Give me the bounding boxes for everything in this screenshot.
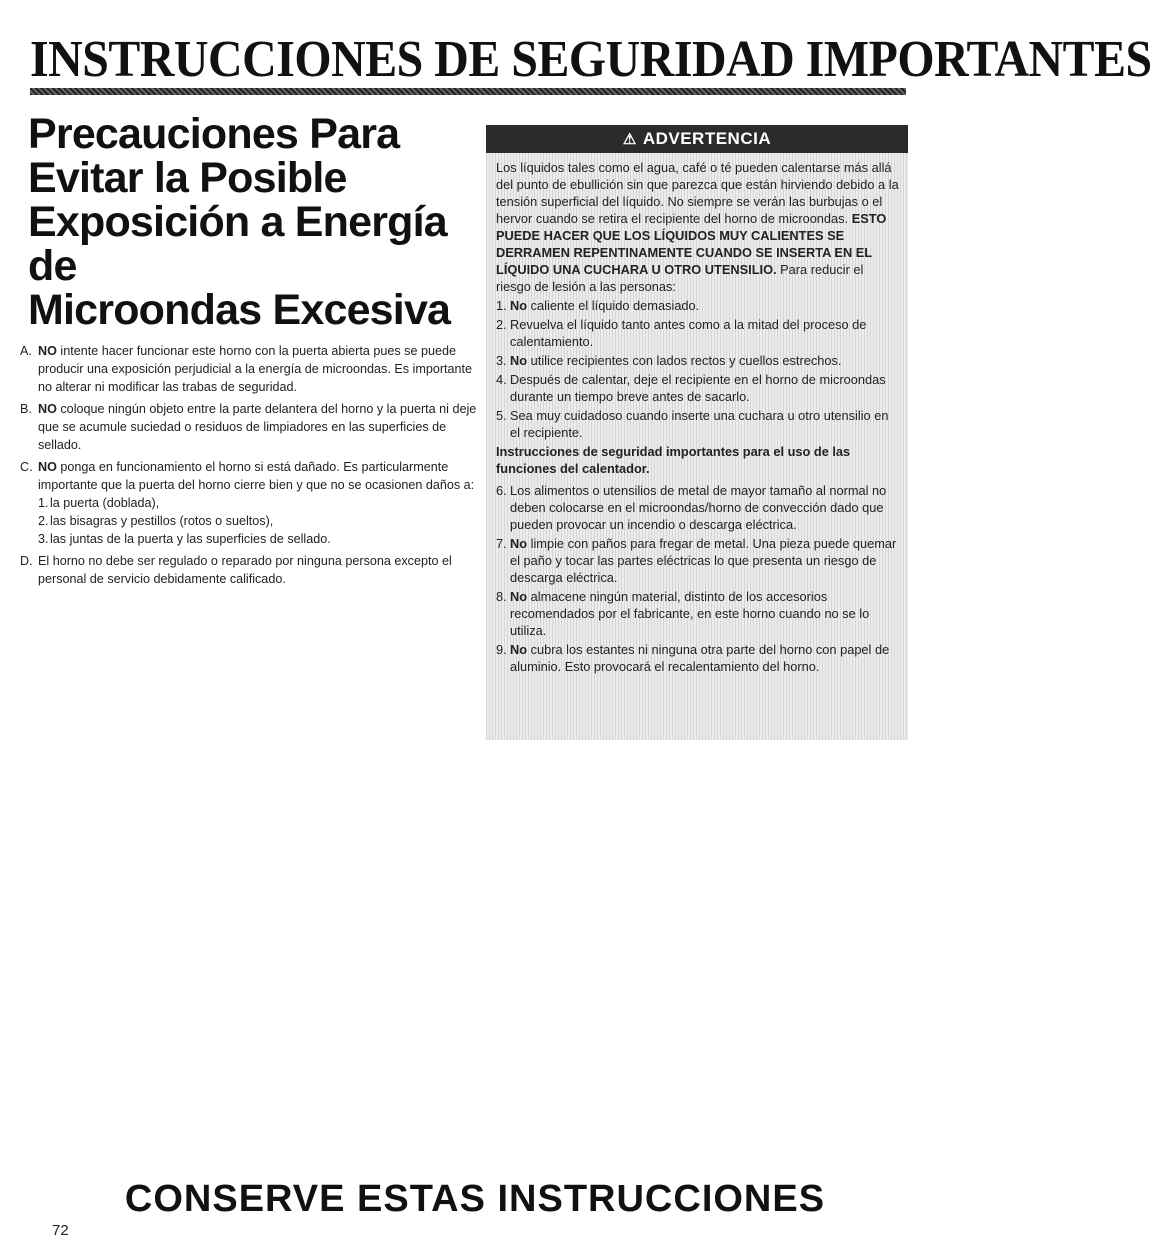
warning-list-item	[496, 588, 900, 639]
warning-header	[486, 125, 908, 153]
list-text: almacene ningún material, distinto de los accesorios recomendados por el fabricante, en este horno cuando no se lo utiliza.	[510, 589, 870, 638]
list-text: cubra los estantes ni ninguna otra parte del horno con papel de aluminio. Esto provocará el recalentamiento del horno.	[510, 642, 890, 674]
list-number: 4.	[496, 372, 507, 387]
list-number: 5.	[496, 408, 507, 423]
item-emphasis: NO	[38, 402, 57, 416]
warning-box	[486, 125, 908, 740]
warning-list-item	[496, 407, 900, 441]
damage-sublist	[38, 494, 480, 548]
section-title-line: Microondas Excesiva	[28, 286, 451, 334]
list-number: 8.	[496, 589, 507, 604]
list-emphasis: No	[510, 536, 528, 551]
item-letter: C.	[20, 460, 33, 474]
page-number: 72	[52, 1222, 69, 1239]
section-title	[28, 112, 480, 332]
list-text: Sea muy cuidadoso cuando inserte una cuchara u otro utensilio en el recipiente.	[510, 408, 889, 440]
warning-intro-text: Los líquidos tales como el agua, café o té pueden calentarse más allá del punto de ebullición sin que parezca que están hirviendo debido a la tensión superficial del líquido. No siempre se verán las burbujas o el hervor cuando se retira el recipiente del horno de microondas.	[496, 160, 899, 226]
warning-list-liquids	[496, 297, 900, 441]
sublist-text: las bisagras y pestillos (rotos o sueltos),	[50, 514, 274, 528]
list-text: Revuelva el líquido tanto antes como a la mitad del proceso de calentamiento.	[510, 317, 867, 349]
warning-list-item	[496, 482, 900, 533]
list-text: caliente el líquido demasiado.	[527, 298, 700, 313]
warning-list-item	[496, 297, 900, 314]
item-letter: D.	[20, 554, 33, 568]
sublist-number: 2.	[38, 514, 49, 528]
precaution-item-d	[20, 552, 480, 588]
sublist-number: 3.	[38, 532, 49, 546]
item-text: coloque ningún objeto entre la parte delantera del horno y la puerta ni deje que se acumule suciedad o residuos de limpiadores en las superficies de sellado.	[38, 402, 477, 452]
section-title-line: Evitar la Posible	[28, 154, 347, 202]
item-letter: A.	[20, 344, 32, 358]
warning-triangle-icon: ⚠	[622, 131, 637, 148]
warning-list-item	[496, 641, 900, 675]
warning-subheading: Instrucciones de seguridad importantes para el uso de las funciones del calentador.	[496, 444, 851, 476]
warning-body	[486, 153, 908, 675]
list-number: 3.	[496, 353, 507, 368]
list-text: Después de calentar, deje el recipiente en el horno de microondas durante un tiempo breve antes de sacarlo.	[510, 372, 886, 404]
list-emphasis: No	[510, 589, 528, 604]
footer-title: CONSERVE ESTAS INSTRUCCIONES	[124, 1178, 826, 1220]
warning-intro	[496, 159, 900, 295]
precaution-item-c	[20, 458, 480, 548]
sublist-text: la puerta (doblada),	[50, 496, 160, 510]
warning-list-item	[496, 352, 900, 369]
warning-list-heater	[496, 482, 900, 675]
item-letter: B.	[20, 402, 32, 416]
section-title-line: Precauciones Para	[28, 110, 400, 158]
list-number: 9.	[496, 642, 507, 657]
item-text: El horno no debe ser regulado o reparado por ninguna persona excepto el personal de servicio debidamente calificado.	[38, 554, 452, 586]
sublist-item	[38, 494, 480, 512]
precautions-section	[20, 112, 480, 592]
precaution-item-b	[20, 400, 480, 454]
list-number: 7.	[496, 536, 507, 551]
warning-list-item	[496, 371, 900, 405]
list-text: Los alimentos o utensilios de metal de mayor tamaño al normal no deben colocarse en el microondas/horno de convección dado que pueden provocar un incendio o descarga eléctrica.	[510, 483, 887, 532]
header-rule	[30, 88, 906, 95]
list-text: utilice recipientes con lados rectos y cuellos estrechos.	[527, 353, 842, 368]
list-number: 1.	[496, 298, 507, 313]
sublist-item	[38, 512, 480, 530]
warning-list-item	[496, 316, 900, 350]
sublist-item	[38, 530, 480, 548]
item-text: ponga en funcionamiento el horno si está dañado. Es particularmente importante que la puerta del horno cierre bien y que no se ocasionen daños a:	[38, 460, 475, 492]
warning-list-item	[496, 535, 900, 586]
warning-header-label: ADVERTENCIA	[642, 129, 772, 148]
list-emphasis: No	[510, 298, 528, 313]
list-emphasis: No	[510, 642, 528, 657]
list-emphasis: No	[510, 353, 528, 368]
sublist-text: las juntas de la puerta y las superficies de sellado.	[50, 532, 331, 546]
list-number: 2.	[496, 317, 507, 332]
warning-caps-text: ESTO PUEDE HACER QUE LOS LÍQUIDOS MUY CALIENTES SE DERRAMEN REPENTINAMENTE CUANDO SE INSERTA EN EL LÍQUIDO UNA CUCHARA U OTRO UTENSILIO.	[496, 211, 887, 277]
sublist-number: 1.	[38, 496, 49, 510]
item-text: intente hacer funcionar este horno con la puerta abierta pues se puede producir una exposición perjudicial a la energía de microondas. Es importante no alterar ni modificar las trabas de seguridad.	[38, 344, 473, 394]
warning-after-caps: Para reducir el riesgo de lesión a las personas:	[496, 262, 864, 294]
precaution-item-a	[20, 342, 480, 396]
item-emphasis: NO	[38, 460, 57, 474]
item-emphasis: NO	[38, 344, 57, 358]
section-title-line: Exposición a Energía de	[28, 198, 447, 290]
list-text: limpie con paños para fregar de metal. Una pieza puede quemar el paño y tocar las partes eléctricas lo que presenta un riesgo de descarga eléctrica.	[510, 536, 897, 585]
page-header-title: INSTRUCCIONES DE SEGURIDAD IMPORTANTES	[30, 31, 1152, 88]
list-number: 6.	[496, 483, 507, 498]
